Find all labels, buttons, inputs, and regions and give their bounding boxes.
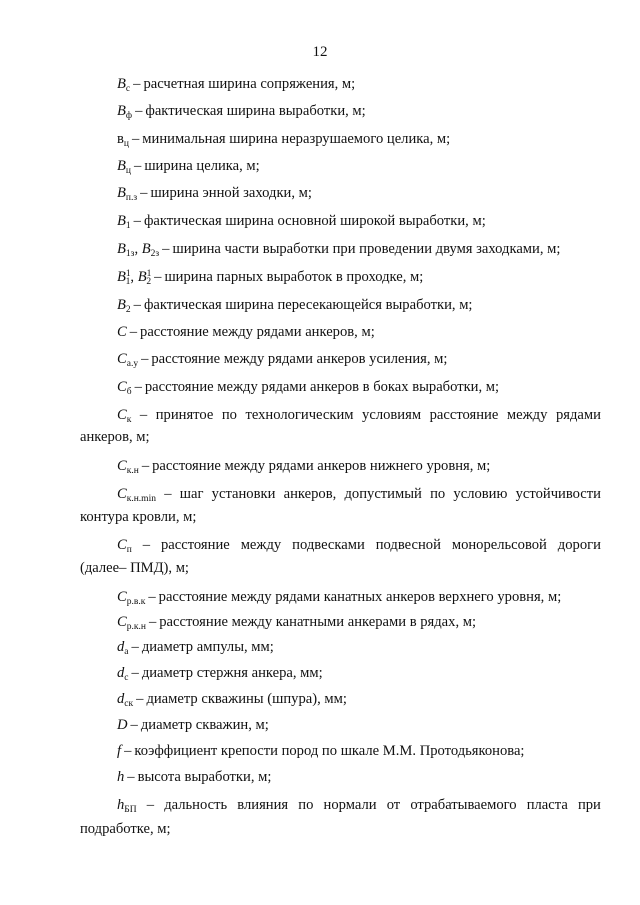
definition-line: $d_с$ – диаметр стержня анкера, мм; bbox=[117, 665, 323, 683]
definition-line: D – диаметр скважин, м; bbox=[117, 717, 269, 733]
definition-line: $в_ц$ – минимальная ширина неразрушаемого целика, м; bbox=[117, 131, 451, 149]
symbol: $d_с$ bbox=[117, 665, 129, 683]
definition-line: $C_{к.н.min}$ – шаг установки анкеров, допустимый по условию устойчивости bbox=[117, 486, 601, 504]
definition-line: $C_{р.к.н}$ – расстояние между канатными анкерами в рядах, м; bbox=[117, 614, 477, 632]
symbol: $C_б$ bbox=[117, 379, 132, 397]
definition-text: расстояние между канатными анкерами в рядах, м; bbox=[159, 614, 477, 630]
symbol: $B_{п.з}$ bbox=[117, 185, 138, 203]
definition-line: $C_{к.н}$ – расстояние между рядами анкеров нижнего уровня, м; bbox=[117, 458, 491, 476]
definition-text: фактическая ширина основной широкой выработки, м; bbox=[143, 213, 486, 229]
definition-text: ширина парных выработок в проходке, м; bbox=[164, 269, 424, 285]
symbol: $B_ц$ bbox=[117, 158, 132, 176]
symbol: $C_{к.н}$ bbox=[117, 458, 139, 476]
symbol: f bbox=[117, 743, 122, 759]
definition-continuation: подработке, м; bbox=[80, 821, 171, 837]
definition-text: диаметр скважин, м; bbox=[140, 717, 269, 733]
definition-line: $C_б$ – расстояние между рядами анкеров в боках выработки, м; bbox=[117, 379, 500, 397]
definition-line: C – расстояние между рядами анкеров, м; bbox=[117, 324, 375, 340]
symbol: $d_а$ bbox=[117, 639, 129, 657]
symbol: $B_1$ bbox=[117, 213, 131, 231]
definition-line: $B_1$ – фактическая ширина основной широкой выработки, м; bbox=[117, 213, 486, 231]
symbol: C bbox=[117, 324, 127, 340]
symbol: $C_{р.к.н}$ bbox=[117, 614, 146, 632]
definition-text: расстояние между рядами анкеров, м; bbox=[140, 324, 375, 340]
definition-line: h – высота выработки, м; bbox=[117, 769, 272, 785]
definition-line: $B_ф$ – фактическая ширина выработки, м; bbox=[117, 103, 366, 121]
symbol: $B_c$ bbox=[117, 76, 131, 94]
symbol: $B^1_1$ bbox=[117, 269, 131, 287]
definition-line: $B_{п.з}$ – ширина энной заходки, м; bbox=[117, 185, 312, 203]
symbol: $C_п$ bbox=[117, 537, 132, 555]
definition-text: ширина энной заходки, м; bbox=[150, 185, 312, 201]
definition-text: расстояние между рядами анкеров в боках выработки, м; bbox=[144, 379, 500, 395]
definition-text: ширина целика, м; bbox=[144, 158, 260, 174]
symbol: $d_{ск}$ bbox=[117, 691, 134, 709]
definition-text: расчетная ширина сопряжения, м; bbox=[143, 76, 356, 92]
definition-text: диаметр стержня анкера, мм; bbox=[141, 665, 323, 681]
symbol: $в_ц$ bbox=[117, 131, 129, 149]
symbol: $B_ф$ bbox=[117, 103, 133, 121]
definition-line: $B_c$ – расчетная ширина сопряжения, м; bbox=[117, 76, 356, 94]
definition-line: $d_а$ – диаметр ампулы, мм; bbox=[117, 639, 274, 657]
definition-line: $B^1_1$, $B^1_2$ – ширина парных выработок в проходке, м; bbox=[117, 269, 424, 287]
definition-line: $C_к$ – принятое по технологическим условиям расстояние между рядами bbox=[117, 407, 601, 425]
definition-continuation: контура кровли, м; bbox=[80, 509, 197, 525]
definition-line: $C_п$ – расстояние между подвесками подвесной монорельсовой дороги bbox=[117, 537, 601, 555]
definition-text: минимальная ширина неразрушаемого целика, м; bbox=[142, 131, 451, 147]
definition-line: $B_{1з}$, $B_{2з}$ – ширина части выработки при проведении двумя заходками, м; bbox=[117, 241, 561, 259]
definition-continuation: анкеров, м; bbox=[80, 429, 150, 445]
symbol: $B^1_2$ bbox=[137, 269, 152, 287]
definition-continuation: (далее– ПМД), м; bbox=[80, 560, 189, 576]
definition-text: диаметр скважины (шпура), мм; bbox=[146, 691, 347, 707]
definition-text: расстояние между рядами анкеров нижнего уровня, м; bbox=[152, 458, 491, 474]
definition-line: $C_{р.в.к}$ – расстояние между рядами канатных анкеров верхнего уровня, м; bbox=[117, 589, 562, 607]
definition-line: f – коэффициент крепости пород по шкале М.М. Протодьяконова; bbox=[117, 743, 525, 759]
symbol: $B_{1з}$ bbox=[117, 241, 135, 259]
symbol: $h_{БП}$ bbox=[117, 797, 137, 815]
definition-line: $h_{БП}$ – дальность влияния по нормали от отрабатываемого пласта при bbox=[117, 797, 601, 815]
definition-text: ширина части выработки при проведении двумя заходками, м; bbox=[172, 241, 561, 257]
symbol: $C_{р.в.к}$ bbox=[117, 589, 146, 607]
symbol: $C_{а.у}$ bbox=[117, 351, 139, 369]
symbol: h bbox=[117, 769, 125, 785]
definition-text: расстояние между рядами канатных анкеров верхнего уровня, м; bbox=[158, 589, 562, 605]
definition-text: высота выработки, м; bbox=[137, 769, 272, 785]
definition-line: $d_{ск}$ – диаметр скважины (шпура), мм; bbox=[117, 691, 347, 709]
definition-line: $B_2$ – фактическая ширина пересекающейся выработки, м; bbox=[117, 297, 473, 315]
symbol: $C_к$ bbox=[117, 407, 132, 425]
definition-text: расстояние между рядами анкеров усиления, м; bbox=[151, 351, 448, 367]
definition-line: $B_ц$ – ширина целика, м; bbox=[117, 158, 260, 176]
symbol: $C_{к.н.min}$ bbox=[117, 486, 156, 504]
definition-text: фактическая ширина выработки, м; bbox=[145, 103, 366, 119]
definition-text: диаметр ампулы, мм; bbox=[141, 639, 274, 655]
definition-text: коэффициент крепости пород по шкале М.М. Протодьяконова; bbox=[134, 743, 525, 759]
symbol: $B_2$ bbox=[117, 297, 131, 315]
symbol: $B_{2з}$ bbox=[141, 241, 160, 259]
page-number: 12 bbox=[312, 44, 328, 60]
definition-text: фактическая ширина пересекающейся выработки, м; bbox=[143, 297, 473, 313]
symbol: D bbox=[117, 717, 128, 733]
definition-line: $C_{а.у}$ – расстояние между рядами анкеров усиления, м; bbox=[117, 351, 448, 369]
